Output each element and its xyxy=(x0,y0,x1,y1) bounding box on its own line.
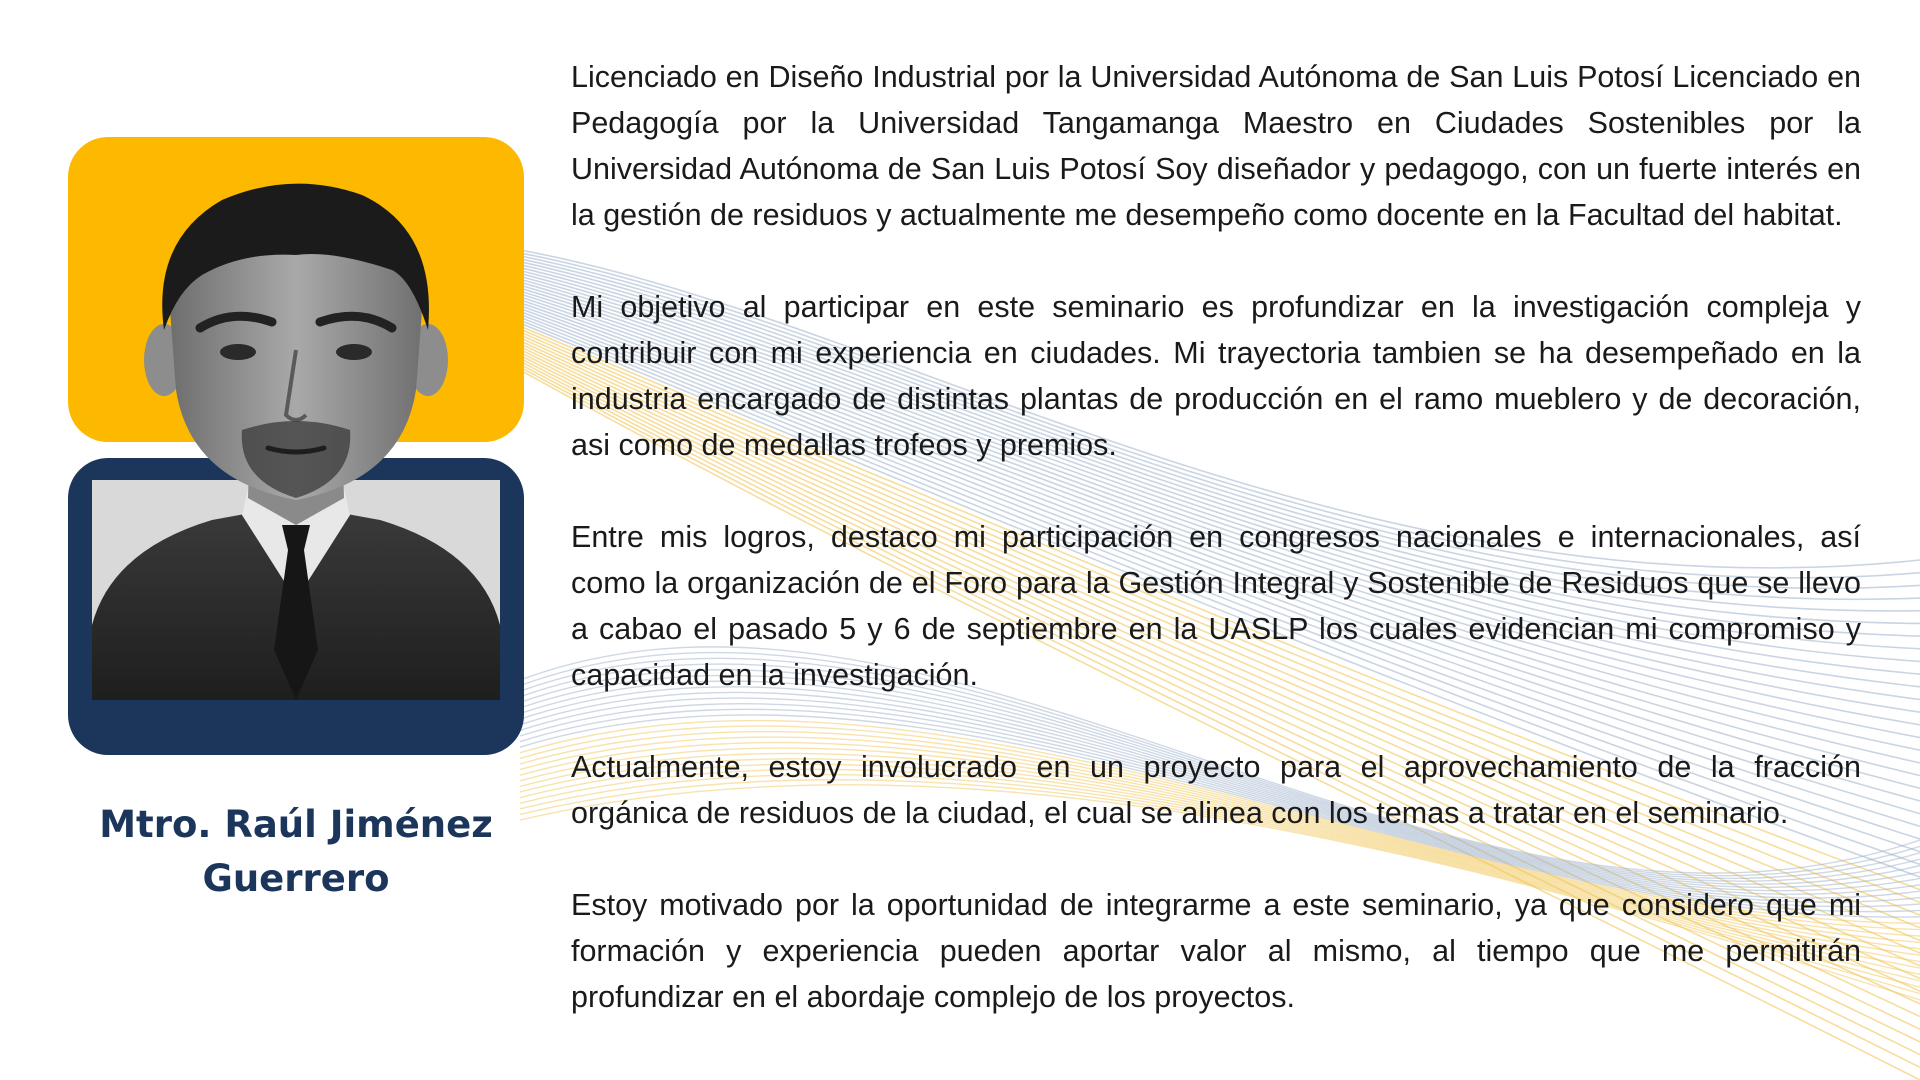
person-name xyxy=(68,798,524,906)
portrait-photo xyxy=(92,180,500,700)
bio-paragraph: Entre mis logros, destaco mi participación en congresos nacionales e internacionales, así como la organización de el Foro para la Gestión Integral y Sostenible de Residuos que se llevo a cabao el pasado 5 y 6 de septiembre en la UASLP los cuales evidencian mi compromiso y capacidad en la investigación. xyxy=(571,520,1861,692)
bio-paragraph: Estoy motivado por la oportunidad de integrarme a este seminario, ya que considero que mi formación y experiencia pueden aportar valor al mismo, al tiempo que me permitirán profundizar en el abordaje complejo de los proyectos. xyxy=(571,888,1861,1014)
person-name-line2: Guerrero xyxy=(202,857,390,900)
bio-paragraph: Licenciado en Diseño Industrial por la Universidad Autónoma de San Luis Potosí Licenciado en Pedagogía por la Universidad Tangamanga Maestro en Ciudades Sostenibles por la Universidad Autónoma de San Luis Potosí Soy diseñador y pedagogo, con un fuerte interés en la gestión de residuos y actualmente me desempeño como docente en la Facultad del habitat. xyxy=(571,60,1861,232)
bio-paragraph: Mi objetivo al participar en este seminario es profundizar en la investigación compleja y contribuir con mi experiencia en ciudades. Mi trayectoria tambien se ha desempeñado en la industria encargado de distintas plantas de producción en el ramo mueblero y de decoración, asi como de medallas trofeos y premios. xyxy=(571,290,1861,462)
bio-text xyxy=(571,54,1861,1020)
person-name-line1: Mtro. Raúl Jiménez xyxy=(99,803,493,846)
bio-paragraph: Actualmente, estoy involucrado en un proyecto para el aprovechamiento de la fracción orgánica de residuos de la ciudad, el cual se alinea con los temas a tratar en el seminario. xyxy=(571,750,1861,830)
